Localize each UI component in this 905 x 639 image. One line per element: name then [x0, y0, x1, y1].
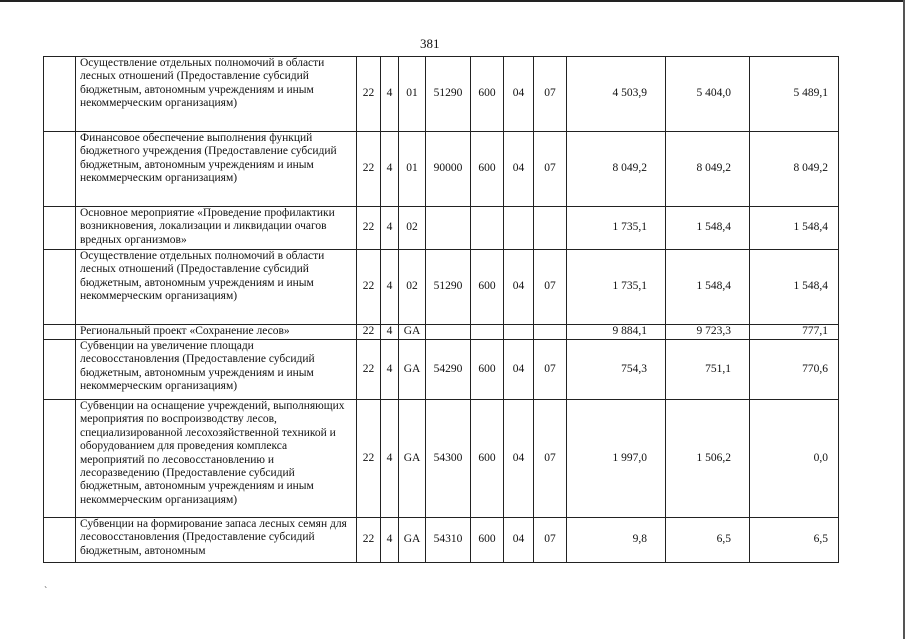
row-description: Основное мероприятие «Проведение профилактики возникновения, локализации и ликвидации очагов вредных организмов» — [76, 207, 357, 250]
code-column-5: 600 — [471, 57, 504, 132]
amount-year-2: 6,5 — [666, 518, 750, 563]
amount-year-1: 4 503,9 — [567, 57, 666, 132]
code-column-4 — [426, 325, 471, 340]
code-column-6: 04 — [504, 57, 534, 132]
code-column-1: 22 — [357, 400, 381, 518]
code-column-1: 22 — [357, 132, 381, 207]
row-blank-cell — [44, 325, 76, 340]
code-column-4 — [426, 207, 471, 250]
amount-year-2: 751,1 — [666, 340, 750, 400]
code-column-4: 54290 — [426, 340, 471, 400]
amount-year-1: 8 049,2 — [567, 132, 666, 207]
code-column-5: 600 — [471, 518, 504, 563]
budget-table — [43, 56, 839, 563]
code-column-7: 07 — [534, 400, 567, 518]
row-blank-cell — [44, 340, 76, 400]
row-description: Субвенции на увеличение площади лесовосстановления (Предоставление субсидий бюджетным, автономным учреждениям и иным некоммерческим организациям) — [76, 340, 357, 400]
amount-year-3: 8 049,2 — [750, 132, 839, 207]
code-column-7: 07 — [534, 250, 567, 325]
code-column-6: 04 — [504, 340, 534, 400]
code-column-3: GA — [399, 340, 426, 400]
amount-year-3: 770,6 — [750, 340, 839, 400]
code-column-3: 01 — [399, 57, 426, 132]
code-column-2: 4 — [381, 207, 399, 250]
amount-year-2: 9 723,3 — [666, 325, 750, 340]
row-blank-cell — [44, 400, 76, 518]
code-column-5: 600 — [471, 340, 504, 400]
amount-year-3: 1 548,4 — [750, 207, 839, 250]
code-column-2: 4 — [381, 132, 399, 207]
code-column-1: 22 — [357, 518, 381, 563]
code-column-3: GA — [399, 325, 426, 340]
code-column-1: 22 — [357, 250, 381, 325]
stray-mark: ` — [44, 586, 48, 597]
code-column-4: 90000 — [426, 132, 471, 207]
code-column-1: 22 — [357, 57, 381, 132]
row-description: Субвенции на оснащение учреждений, выполняющих мероприятия по воспроизводству лесов, специализированной лесохозяйственной техникой и оборудованием для проведения комплекса мероприятий по лесовосстановлению и лесоразведению (Предоставление субсидий бюджетным, автономным учреждениям и иным некоммерческим организациям) — [76, 400, 357, 518]
code-column-6 — [504, 207, 534, 250]
table-row — [44, 325, 839, 340]
scan-top-edge — [0, 0, 905, 2]
amount-year-2: 5 404,0 — [666, 57, 750, 132]
code-column-1: 22 — [357, 325, 381, 340]
code-column-2: 4 — [381, 57, 399, 132]
row-blank-cell — [44, 132, 76, 207]
amount-year-3: 777,1 — [750, 325, 839, 340]
code-column-2: 4 — [381, 518, 399, 563]
code-column-2: 4 — [381, 325, 399, 340]
code-column-5 — [471, 325, 504, 340]
amount-year-3: 5 489,1 — [750, 57, 839, 132]
amount-year-1: 754,3 — [567, 340, 666, 400]
amount-year-1: 1 735,1 — [567, 207, 666, 250]
amount-year-2: 8 049,2 — [666, 132, 750, 207]
code-column-2: 4 — [381, 400, 399, 518]
code-column-2: 4 — [381, 250, 399, 325]
table-body — [44, 57, 839, 563]
row-description: Региональный проект «Сохранение лесов» — [76, 325, 357, 340]
code-column-5: 600 — [471, 250, 504, 325]
code-column-5 — [471, 207, 504, 250]
amount-year-1: 9,8 — [567, 518, 666, 563]
code-column-7: 07 — [534, 518, 567, 563]
page-number: 381 — [420, 36, 440, 51]
code-column-6: 04 — [504, 400, 534, 518]
table-row — [44, 518, 839, 563]
code-column-3: GA — [399, 400, 426, 518]
amount-year-2: 1 548,4 — [666, 207, 750, 250]
code-column-4: 51290 — [426, 57, 471, 132]
code-column-7 — [534, 207, 567, 250]
amount-year-1: 1 997,0 — [567, 400, 666, 518]
amount-year-2: 1 548,4 — [666, 250, 750, 325]
code-column-6: 04 — [504, 132, 534, 207]
amount-year-2: 1 506,2 — [666, 400, 750, 518]
amount-year-3: 6,5 — [750, 518, 839, 563]
code-column-4: 54310 — [426, 518, 471, 563]
code-column-2: 4 — [381, 340, 399, 400]
code-column-3: 01 — [399, 132, 426, 207]
table-row — [44, 132, 839, 207]
row-blank-cell — [44, 250, 76, 325]
code-column-6: 04 — [504, 250, 534, 325]
table-row — [44, 57, 839, 132]
row-blank-cell — [44, 207, 76, 250]
amount-year-1: 1 735,1 — [567, 250, 666, 325]
amount-year-3: 1 548,4 — [750, 250, 839, 325]
row-description: Субвенции на формирование запаса лесных семян для лесовосстановления (Предоставление субсидий бюджетным, автономным — [76, 518, 357, 563]
code-column-1: 22 — [357, 207, 381, 250]
row-description: Осуществление отдельных полномочий в области лесных отношений (Предоставление субсидий бюджетным, автономным учреждениям и иным некоммерческим организациям) — [76, 57, 357, 132]
code-column-3: 02 — [399, 250, 426, 325]
code-column-7: 07 — [534, 340, 567, 400]
row-blank-cell — [44, 518, 76, 563]
code-column-7: 07 — [534, 57, 567, 132]
code-column-6 — [504, 325, 534, 340]
table-row — [44, 400, 839, 518]
row-description: Осуществление отдельных полномочий в области лесных отношений (Предоставление субсидий бюджетным, автономным учреждениям и иным некоммерческим организациям) — [76, 250, 357, 325]
row-description: Финансовое обеспечение выполнения функций бюджетного учреждения (Предоставление субсидий бюджетным, автономным учреждениям и иным некоммерческим организациям) — [76, 132, 357, 207]
code-column-6: 04 — [504, 518, 534, 563]
code-column-7 — [534, 325, 567, 340]
row-blank-cell — [44, 57, 76, 132]
code-column-4: 54300 — [426, 400, 471, 518]
amount-year-3: 0,0 — [750, 400, 839, 518]
code-column-3: 02 — [399, 207, 426, 250]
code-column-5: 600 — [471, 400, 504, 518]
code-column-4: 51290 — [426, 250, 471, 325]
code-column-3: GA — [399, 518, 426, 563]
table-row — [44, 250, 839, 325]
amount-year-1: 9 884,1 — [567, 325, 666, 340]
code-column-7: 07 — [534, 132, 567, 207]
table-row — [44, 207, 839, 250]
table-row — [44, 340, 839, 400]
code-column-5: 600 — [471, 132, 504, 207]
code-column-1: 22 — [357, 340, 381, 400]
